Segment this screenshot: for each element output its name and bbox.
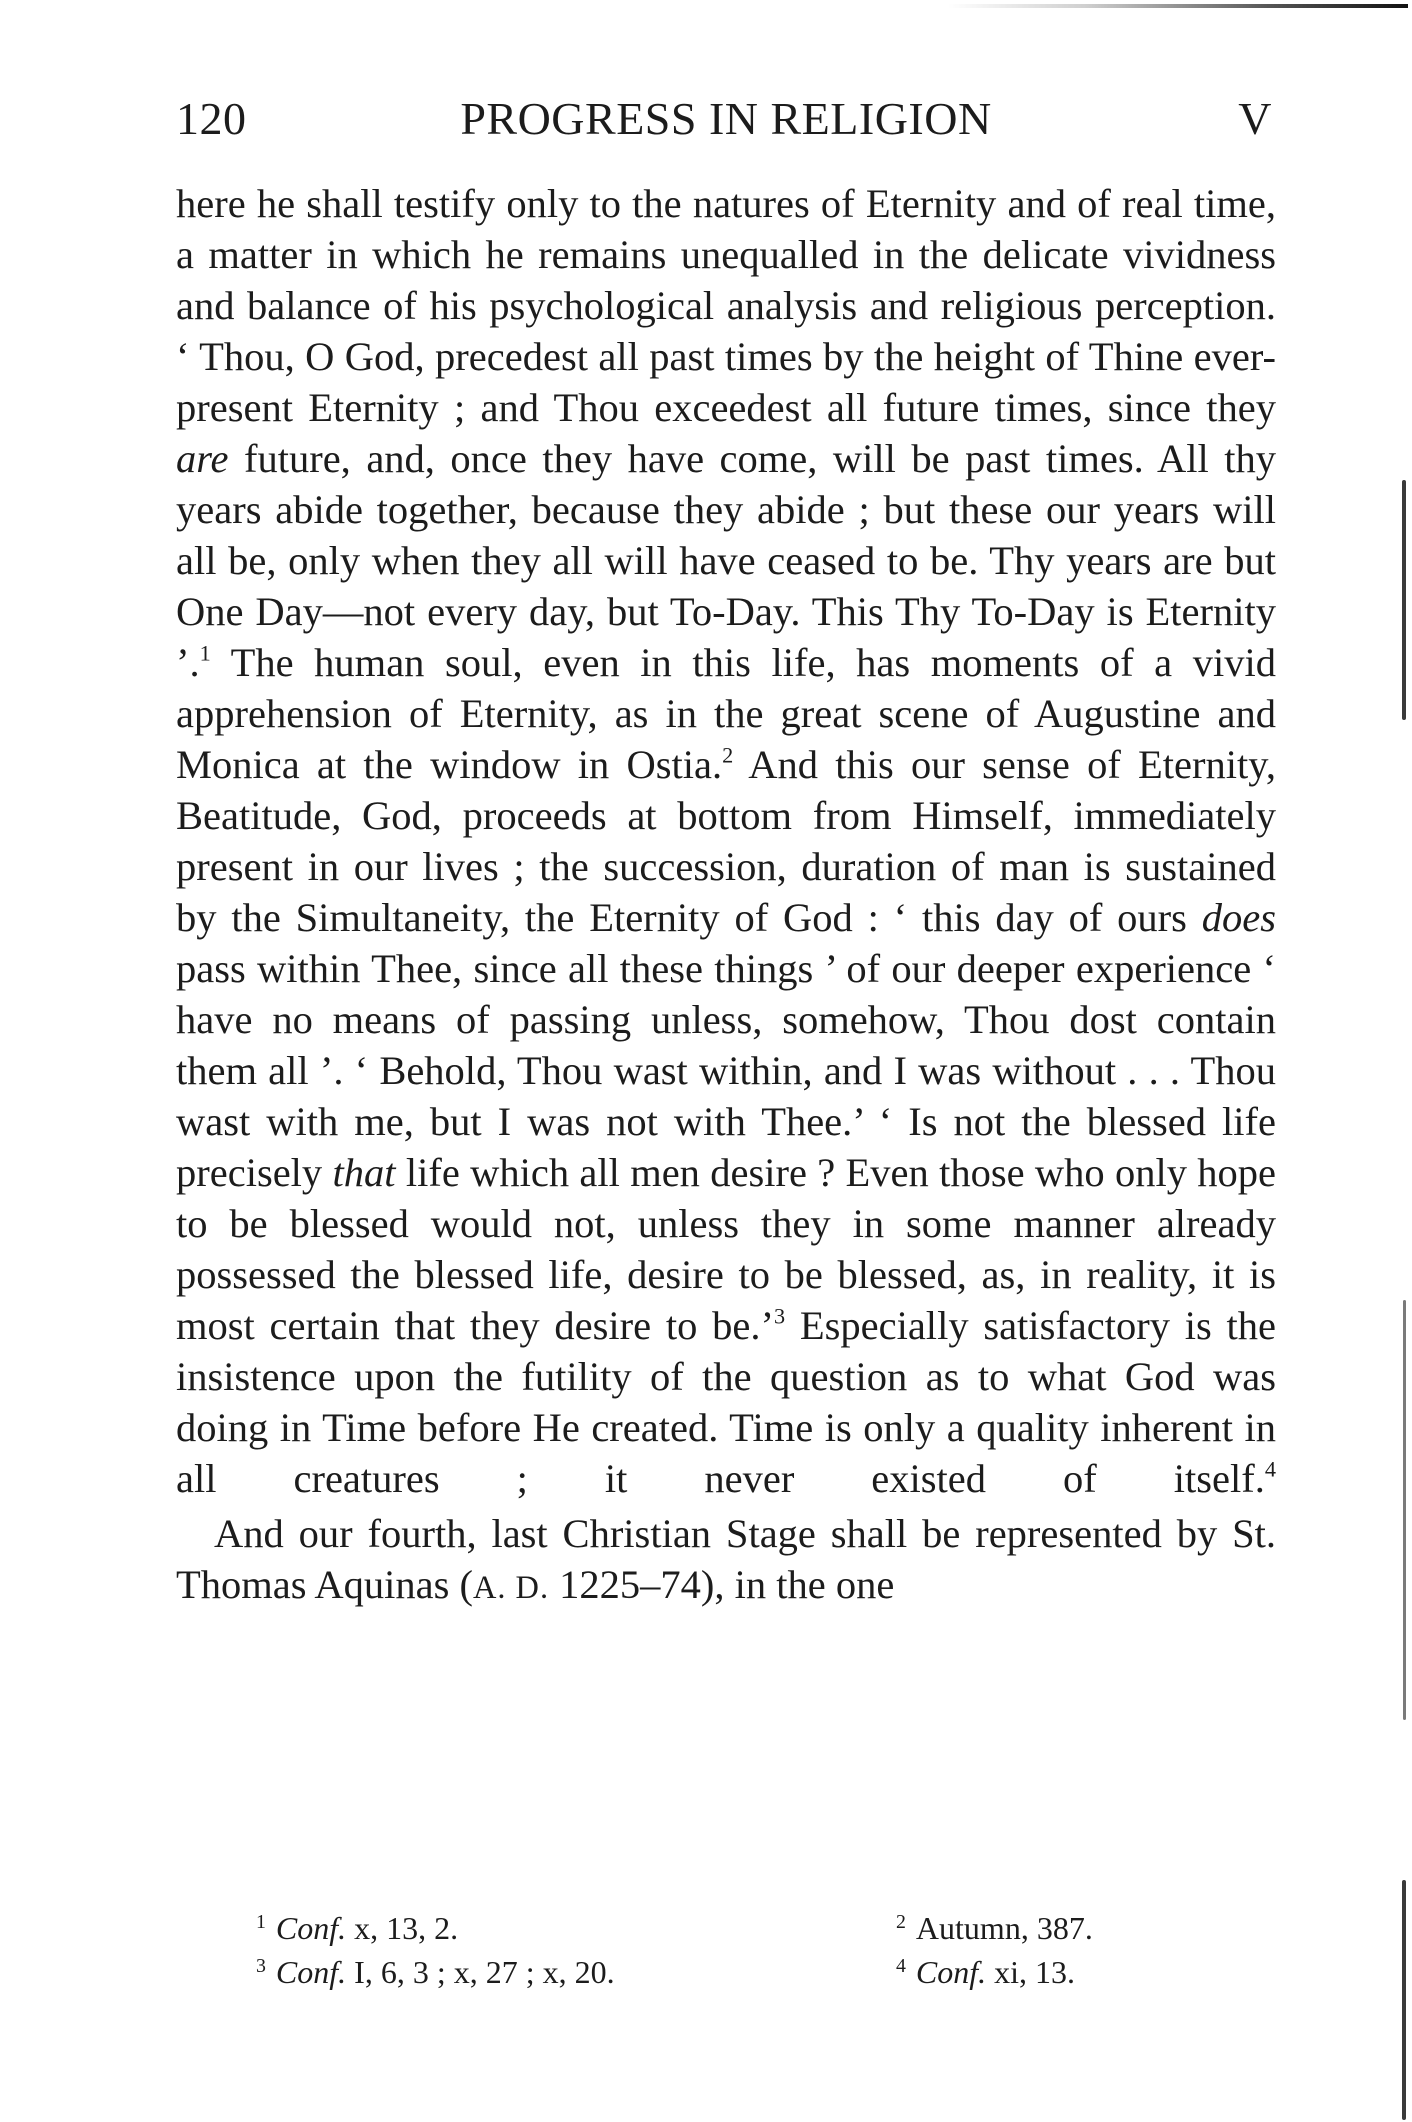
small-caps-ad: A. D. — [472, 1570, 550, 1606]
footnote-ref-1: 1 — [199, 640, 211, 666]
scan-edge-mark — [1402, 1880, 1406, 2120]
running-title: PROGRESS IN RELIGION — [460, 93, 992, 144]
chapter-number: V — [1238, 93, 1272, 144]
footnote-1: $^1$ Conf. x, 13, 2. — [256, 1909, 459, 1946]
footnote-3: $^3$ Conf. I, 6, 3 ; x, 27 ; x, 20. — [256, 1953, 615, 1990]
emphasis-does: does — [1201, 895, 1276, 940]
emphasis-that: that — [332, 1150, 396, 1195]
footnote-ref-4: 4 — [1264, 1456, 1276, 1482]
footnote-ref-3: 3 — [773, 1303, 786, 1329]
footnote-4: $^4$ Conf. xi, 13. — [896, 1953, 1076, 1990]
paragraph-aquinas: And our fourth, last Christian Stage shall be represented by St. Thomas Aquinas (A. D. 1225–74), in the one — [176, 1511, 1276, 1607]
footnote-ref-2: 2 — [722, 742, 734, 768]
paragraph-augustine: here he shall testify only to the natures of Eternity and of real time, a matter in which he remains unequalled in the delicate vividness and balance of his psychological analysis and religious perception. ‘ Thou, O God, precedest all past times by the height of Thine ever-present Eternity ; and Thou exceedest all future times, since they are future, and, once they have come, will be past times. All thy years abide together, because they abide ; but these our years will all be, only when they all will have ceased to be. Thy years are but One Day—not every day, but To-Day. This Thy To-Day is Eternity ’.$^1$ The human soul, even in this life, has moments of a vivid apprehension of Eternity, as in the great scene of Augustine and Monica at the window in Ostia.$^2$ And this our sense of Eternity, Beatitude, God, proceeds at bottom from Himself, immediately present in our lives ; the succession, duration of man is sustained by the Simultaneity, the Eternity of God : ‘ this day of ours does pass within Thee, since all these things ’ of our deeper experience ‘ have no means of passing unless, somehow, Thou dost contain them all ’. ‘ Behold, Thou wast within, and I was without . . . Thou wast with me, but I was not with Thee.’ ‘ Is not the blessed life precisely that life which all men desire ? Even those who only hope to be blessed would not, unless they in some manner already possessed the blessed life, desire to be blessed, as, in reality, it is most certain that they desire to be.’$^3$ Especially satisfactory is the insistence upon the futility of the question as to what God was doing in Time before He created. Time is only a quality inherent in all creatures ; it never existed of itself.$^4$ — [176, 181, 1277, 1501]
scan-edge-mark — [1402, 480, 1406, 720]
scan-top-rule — [948, 4, 1408, 8]
footnote-2: $^2$ Autumn, 387. — [896, 1909, 1093, 1946]
body-text — [176, 178, 1276, 1614]
page-number: 120 — [176, 93, 247, 144]
emphasis-are: are — [176, 436, 229, 481]
running-header — [176, 92, 1276, 152]
scan-edge-mark — [1403, 1300, 1406, 1720]
